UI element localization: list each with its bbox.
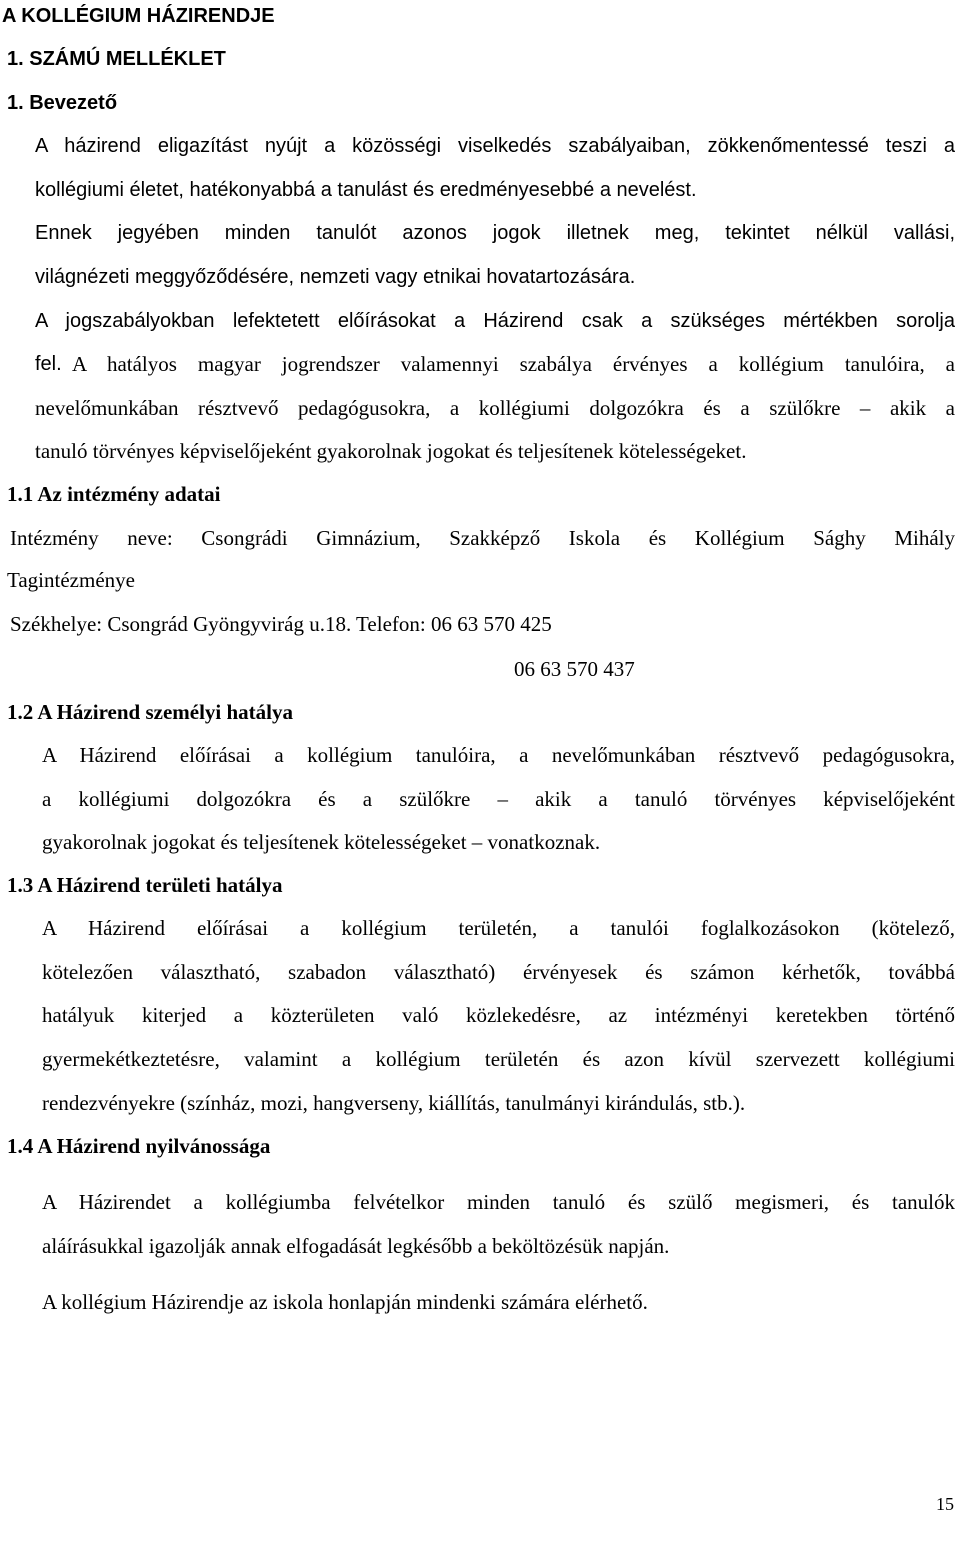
s13-line5: rendezvényekre (színház, mozi, hangverseny, kiállítás, tanulmányi kirándulás, stb.). <box>42 1091 746 1115</box>
intro-p3-fel: fel. <box>35 353 62 375</box>
s12-line1: A Házirend előírásai a kollégium tanulóira, a nevelőmunkában résztvevő pedagógusokra, <box>42 743 955 767</box>
institution-name-line2: Tagintézménye <box>7 568 135 592</box>
institution-phone-2: 06 63 570 437 <box>514 657 635 681</box>
s14-last-line: A kollégium Házirendje az iskola honlapján mindenki számára elérhető. <box>42 1290 648 1314</box>
s14-line2: aláírásukkal igazolják annak elfogadását legkésőbb a beköltözésük napján. <box>42 1234 670 1258</box>
s13-line4: gyermekétkeztetésre, valamint a kollégium területén és azon kívül szervezett kollégiumi <box>42 1047 955 1071</box>
section-1-2-heading: 1.2 A Házirend személyi hatálya <box>7 700 294 724</box>
intro-p3-line4: tanuló törvényes képviselőjeként gyakorolnak jogokat és teljesítenek kötelességeket. <box>35 439 747 463</box>
intro-p2-line2: világnézeti meggyőződésére, nemzeti vagy etnikai hovatartozására. <box>35 266 636 288</box>
intro-heading: 1. Bevezető <box>7 92 118 114</box>
section-1-3-heading: 1.3 A Házirend területi hatálya <box>7 873 283 897</box>
s12-line3: gyakorolnak jogokat és teljesítenek kötelességeket – vonatkoznak. <box>42 830 601 854</box>
intro-p3-line2: A hatályos magyar jogrendszer valamennyi szabálya érvényes a kollégium tanulóira, a <box>72 352 955 376</box>
intro-p3-line3: nevelőmunkában résztvevő pedagógusokra, a kollégiumi dolgozókra és a szülőkre – akik a <box>35 396 955 420</box>
page-number: 15 <box>936 1494 954 1514</box>
intro-p2-line1: Ennek jegyében minden tanulót azonos jogok illetnek meg, tekintet nélkül vallási, <box>35 222 955 244</box>
section-1-1-heading: 1.1 Az intézmény adatai <box>7 482 221 506</box>
section-1-4-heading: 1.4 A Házirend nyilvánossága <box>7 1134 271 1158</box>
s13-line1: A Házirend előírásai a kollégium területén, a tanulói foglalkozásokon (kötelező, <box>42 916 955 940</box>
annex-label: 1. SZÁMÚ MELLÉKLET <box>7 48 226 70</box>
s12-line2: a kollégiumi dolgozókra és a szülőkre – akik a tanuló törvényes képviselőjeként <box>42 787 955 811</box>
s13-line3: hatályuk kiterjed a közterületen való közlekedésre, az intézményi keretekben történő <box>42 1003 955 1027</box>
institution-address: Székhelye: Csongrád Gyöngyvirág u.18. Telefon: 06 63 570 425 <box>10 612 552 636</box>
institution-name-line1: Intézmény neve: Csongrádi Gimnázium, Szakképző Iskola és Kollégium Sághy Mihály <box>10 526 955 550</box>
document-title: A KOLLÉGIUM HÁZIRENDJE <box>2 5 275 27</box>
intro-p3-line1: A jogszabályokban lefektetett előírásokat a Házirend csak a szükséges mértékben sorolja <box>35 310 955 332</box>
s13-line2: kötelezően választható, szabadon választható) érvényesek és számon kérhetők, továbbá <box>42 960 955 984</box>
intro-p1-line1: A házirend eligazítást nyújt a közösségi viselkedés szabályaiban, zökkenőmentessé teszi a <box>35 135 955 157</box>
intro-p1-line2: kollégiumi életet, hatékonyabbá a tanulást és eredményesebbé a nevelést. <box>35 179 697 201</box>
s14-line1: A Házirendet a kollégiumba felvételkor minden tanuló és szülő megismeri, és tanulók <box>42 1190 955 1214</box>
